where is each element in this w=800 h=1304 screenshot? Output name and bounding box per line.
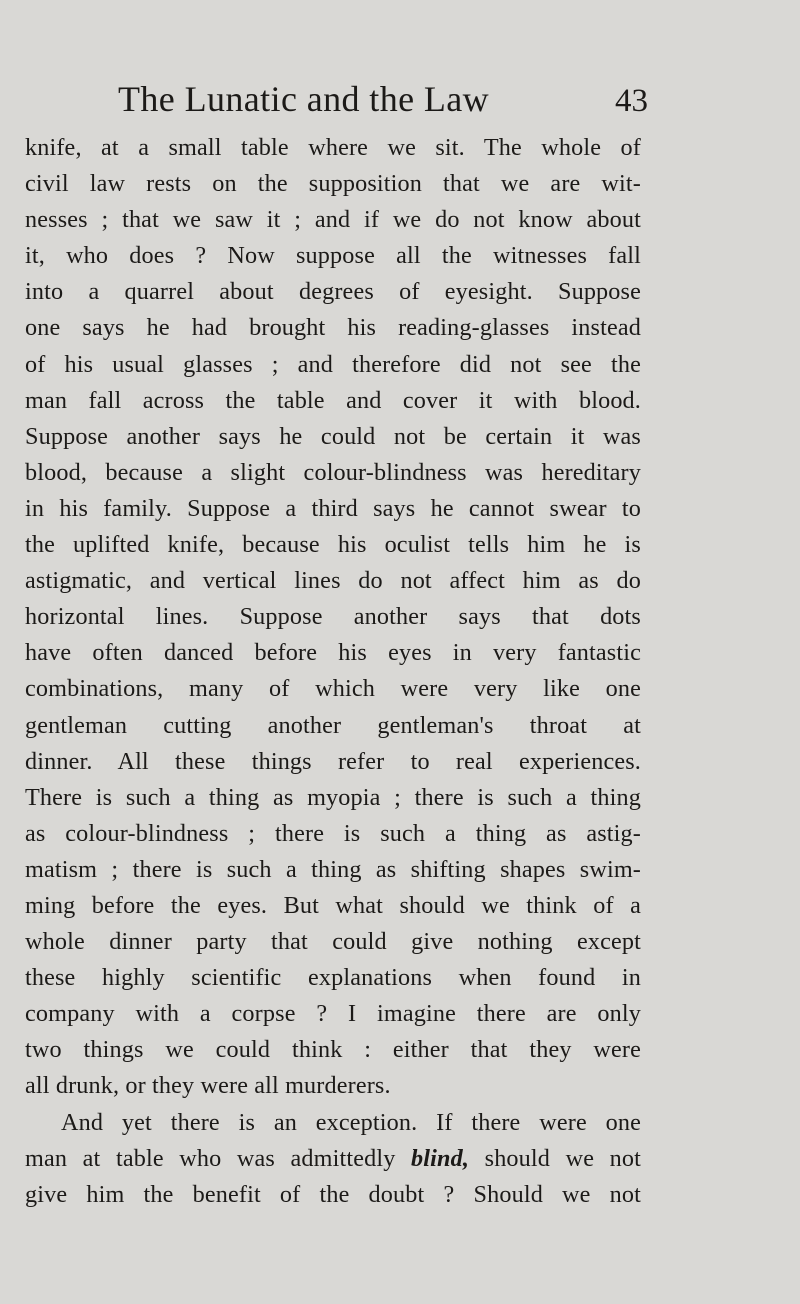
text-line: matism ; there is such a thing as shifting shapes swim- bbox=[25, 855, 641, 883]
paragraph bbox=[25, 130, 641, 1105]
text-line: of his usual glasses ; and therefore did not see the bbox=[25, 350, 641, 378]
text-line: blood, because a slight colour-blindness was hereditary bbox=[25, 458, 641, 486]
text-line: astigmatic, and vertical lines do not affect him as do bbox=[25, 567, 641, 595]
text-line: man fall across the table and cover it with blood. bbox=[25, 386, 641, 414]
text-line: civil law rests on the supposition that we are wit- bbox=[25, 170, 641, 198]
text-line: combinations, many of which were very like one bbox=[25, 675, 641, 703]
text-line: knife, at a small table where we sit. The whole of bbox=[25, 134, 641, 161]
text-line: the uplifted knife, because his oculist tells him he is bbox=[25, 531, 641, 559]
text-line: ming before the eyes. But what should we think of a bbox=[25, 891, 641, 919]
running-head bbox=[118, 74, 648, 124]
emphasis-word: blind, bbox=[411, 1144, 470, 1172]
text-line: horizontal lines. Suppose another says that dots bbox=[25, 603, 641, 631]
body-text bbox=[25, 130, 641, 1213]
text-line: these highly scientific explanations when found in bbox=[25, 964, 641, 992]
text-line: whole dinner party that could give nothing except bbox=[25, 928, 641, 956]
text-line: one says he had brought his reading-glasses instead bbox=[25, 314, 641, 342]
text-line bbox=[25, 1141, 641, 1177]
text-line: nesses ; that we saw it ; and if we do not know about bbox=[25, 206, 641, 234]
text-line: have often danced before his eyes in very fantastic bbox=[25, 639, 641, 667]
text-line: as colour-blindness ; there is such a thing as astig- bbox=[25, 819, 641, 847]
text-line: dinner. All these things refer to real experiences. bbox=[25, 747, 641, 775]
text-line: two things we could think : either that they were bbox=[25, 1036, 641, 1064]
text-line: in his family. Suppose a third says he cannot swear to bbox=[25, 494, 641, 522]
text-line: Suppose another says he could not be certain it was bbox=[25, 422, 641, 450]
running-title: The Lunatic and the Law bbox=[118, 79, 490, 119]
text-segment: man at table who was admittedly bbox=[25, 1144, 412, 1172]
text-line: company with a corpse ? I imagine there are only bbox=[25, 1000, 641, 1028]
text-line: gentleman cutting another gentleman's throat at bbox=[25, 711, 641, 739]
text-line: all drunk, or they were all murderers. bbox=[25, 1072, 391, 1100]
text-line: into a quarrel about degrees of eyesight. Suppose bbox=[25, 278, 641, 306]
text-segment: should we not bbox=[469, 1144, 642, 1172]
text-line: it, who does ? Now suppose all the witnesses fall bbox=[25, 242, 641, 270]
text-line: And yet there is an exception. If there were one bbox=[61, 1108, 641, 1136]
paragraph bbox=[25, 1105, 641, 1213]
text-line: There is such a thing as myopia ; there is such a thing bbox=[25, 783, 641, 811]
page-number: 43 bbox=[615, 83, 648, 119]
text-line: give him the benefit of the doubt ? Should we not bbox=[25, 1180, 641, 1208]
